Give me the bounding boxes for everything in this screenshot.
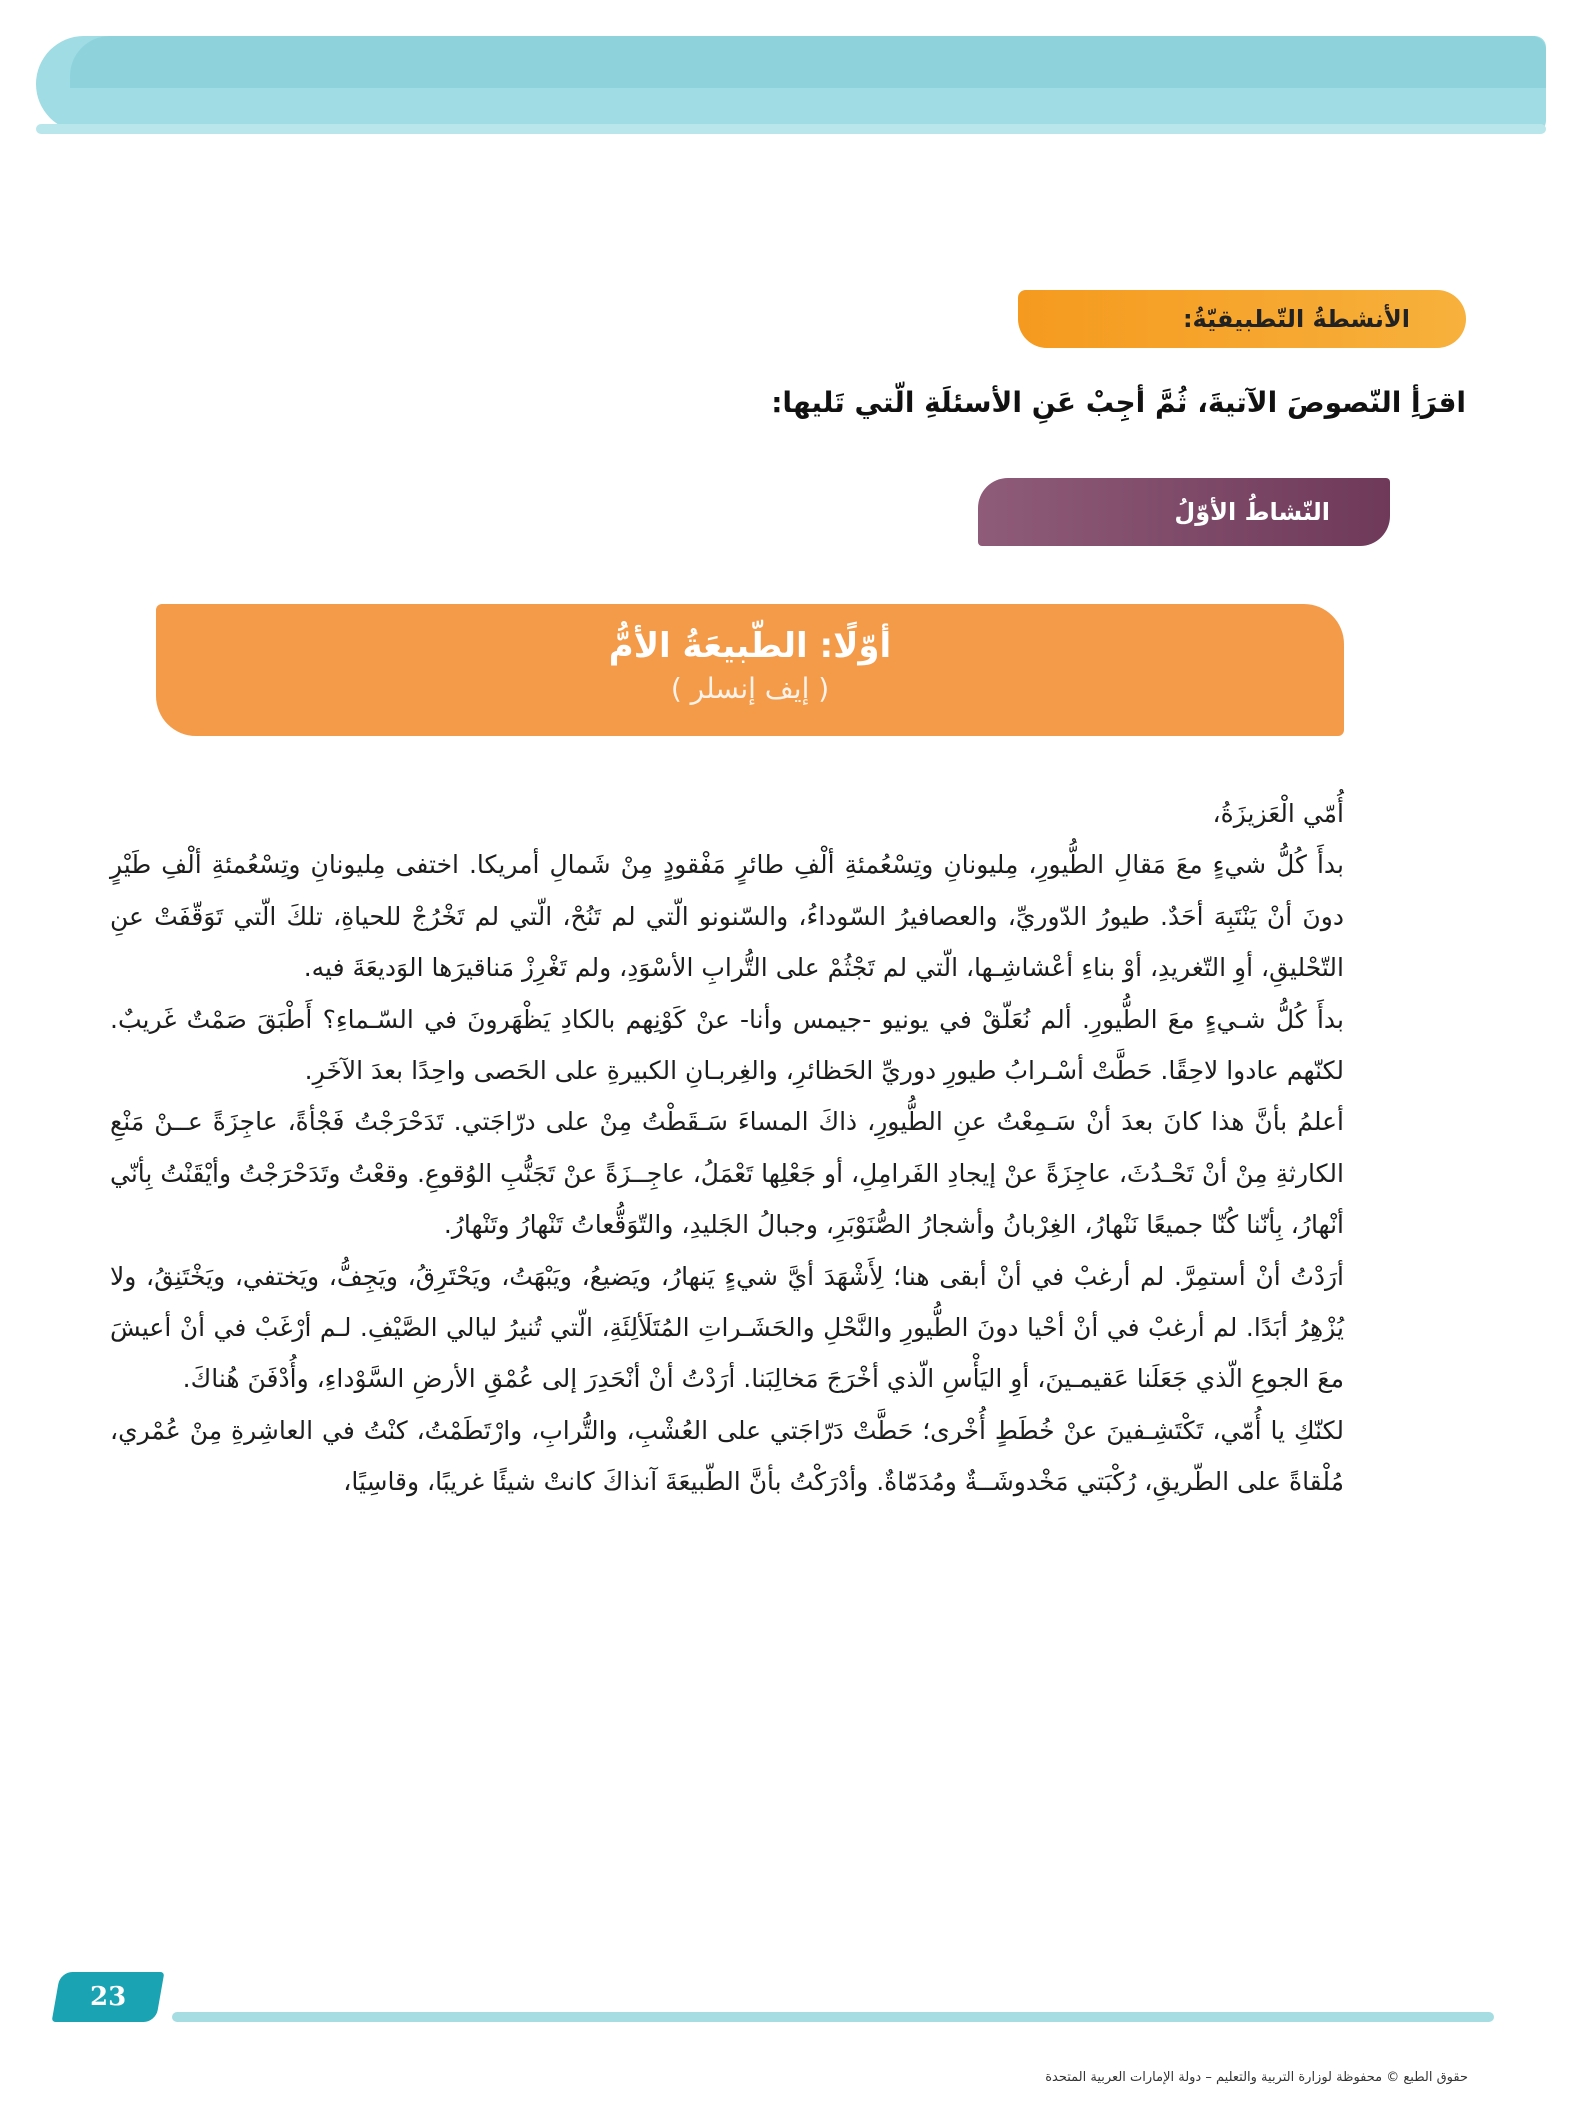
top-decorative-line (36, 124, 1546, 134)
page-number-badge (52, 1972, 165, 2022)
text-author: ( إيف إنسلر ) (670, 672, 830, 705)
body-text (110, 788, 1344, 1508)
paragraph: أعلمُ بأنَّ هذا كانَ بعدَ أنْ سَـمِعْتُ عنِ الطُّيورِ، ذاكَ المساءَ سَـقَطْتُ مِنْ على درّاجَتي. تَدَحْرَجْتُ فَجْأةً، عاجِزَةً عــنْ مَنْعِ الكارثةِ مِنْ أنْ تَحْـدُثَ، عاجِزَةً عنْ إيجادِ الفَرامِلِ، أو جَعْلِها تَعْمَلُ، عاجِــزَةً عنْ تَجَنُّبِ الوُقوعِ. وقعْتُ وتَدَحْرَجْتُ وأيْقَنْتُ بِأنّي أنْهارُ، بِأنّنا كُنّا جميعًا نَنْهارُ، الغِرْبانُ وأشجارُ الصُّنَوْبَرِ، وجبالُ الجَليدِ، والتّوَقُّعاتُ تَنْهارُ وتَنْهارُ. (110, 1107, 1344, 1240)
paragraph-salutation: أُمّي الْعَزيزَةُ، (1212, 799, 1344, 828)
section-title: الأنشطةُ التّطبيقيّةُ: (1182, 305, 1410, 333)
section-title-pill (1018, 290, 1466, 348)
footer-decorative-bar (172, 2012, 1494, 2022)
instruction-text: اقرَأِ النّصوصَ الآتيةَ، ثُمَّ أجِبْ عَنِ الأسئلَةِ الّتي تَليها: (771, 386, 1466, 419)
paragraph: أرَدْتُ أنْ أستمِرَّ. لم أرغبْ في أنْ أبقى هنا؛ لِأَشْهَدَ أيَّ شيءٍ يَنهارُ، ويَضيعُ، ويَبْهَتُ، ويَحْتَرِقُ، ويَجِفُّ، ويَختفي، ويَخْتَنِقُ، ولا يُزْهِرُ أبَدًا. لم أرغبْ في أنْ أحْيا دونَ الطُّيورِ والنَّحْلِ والحَشَـراتِ المُتَلَألِئَةِ، الّتي تُنيرُ ليالي الصَّيْفِ. لـم أرْغَبْ في أنْ أعيشَ معَ الجوعِ الّذي جَعَلَنا عَقيمـينَ، أوِ اليَأْسِ الّذي أخْرَجَ مَخالِبَنا. أرَدْتُ أنْ أنْحَدِرَ إلى عُمْقِ الأرضِ السَّوْداءِ، وأُدْفَنَ هُناكَ. (110, 1261, 1344, 1394)
paragraph: بدأَ كُلُّ شـيءٍ معَ الطُّيورِ. ألم نُعَلّقْ في يونيو -جيمس وأنا- عنْ كَوْنِهم بالكادِ يَظْهَرونَ في السّـماءِ؟ أَطْبَقَ صَمْتٌ غَريبٌ. لكنّهم عادوا لاحِقًا. حَطَّتْ أسْـرابُ طيورِ دوريِّ الحَظائرِ، والغِربـانِ الكبيرةِ على الحَصى واحِدًا بعدَ الآخَرِ. (110, 1004, 1344, 1086)
text-title-banner (156, 604, 1344, 736)
page-number: 23 (89, 1982, 127, 2012)
paragraph: بدأَ كُلُّ شيءٍ معَ مَقالِ الطُّيورِ، مِليونانِ وتِسْعُمئةِ ألْفِ طائرٍ مَفْقودٍ مِنْ شَمالِ أمريكا. اختفى مِليونانِ وتِسْعُمئةِ ألْفِ طَيْرٍ دونَ أنْ يَنْتَبِهَ أحَدٌ. طيورُ الدّوريِّ، والعصافيرُ السّوداءُ، والسّنونو الّتي لم تَنُحْ، الّتي لم تَخْرُجْ للحياةِ، تلكَ الّتي تَوَقّفَتْ عنِ التّحْليقِ، أوِ التّغريدِ، أوْ بناءِ أعْشاشِـها، الّتي لم تَجْثُمْ على التُّرابِ الأسْوَدِ، ولم تَغْرِزْ مَناقيرَها الوَديعَةَ فيه. (110, 850, 1344, 983)
text-title: أوّلًا: الطّبيعَةُ الأمُّ (608, 626, 892, 666)
activity-label-pill (978, 478, 1390, 546)
copyright-text: حقوق الطبع © محفوظة لوزارة التربية والتعليم – دولة الإمارات العربية المتحدة (1045, 2070, 1468, 2085)
paragraph: لكنّكِ يا أُمّي، تَكْتَشِـفينَ عنْ خُطَطٍ أُخْرى؛ حَطَّتْ دَرّاجَتي على العُشْبِ، والتُّرابِ، وارْتَطَمْتُ، كنْتُ في العاشِرةِ مِنْ عُمْري، مُلْقاةً على الطّريقِ، رُكْبَتي مَخْدوشَــةٌ ومُدَمّاةٌ. وأدْرَكْتُ بأنَّ الطّبيعَةَ آنذاكَ كانتْ شيئًا غريبًا، وقاسِيًا، (110, 1415, 1344, 1497)
top-decorative-band-inner (70, 36, 1546, 88)
activity-label: النّشاطُ الأوّلُ (1174, 498, 1330, 526)
